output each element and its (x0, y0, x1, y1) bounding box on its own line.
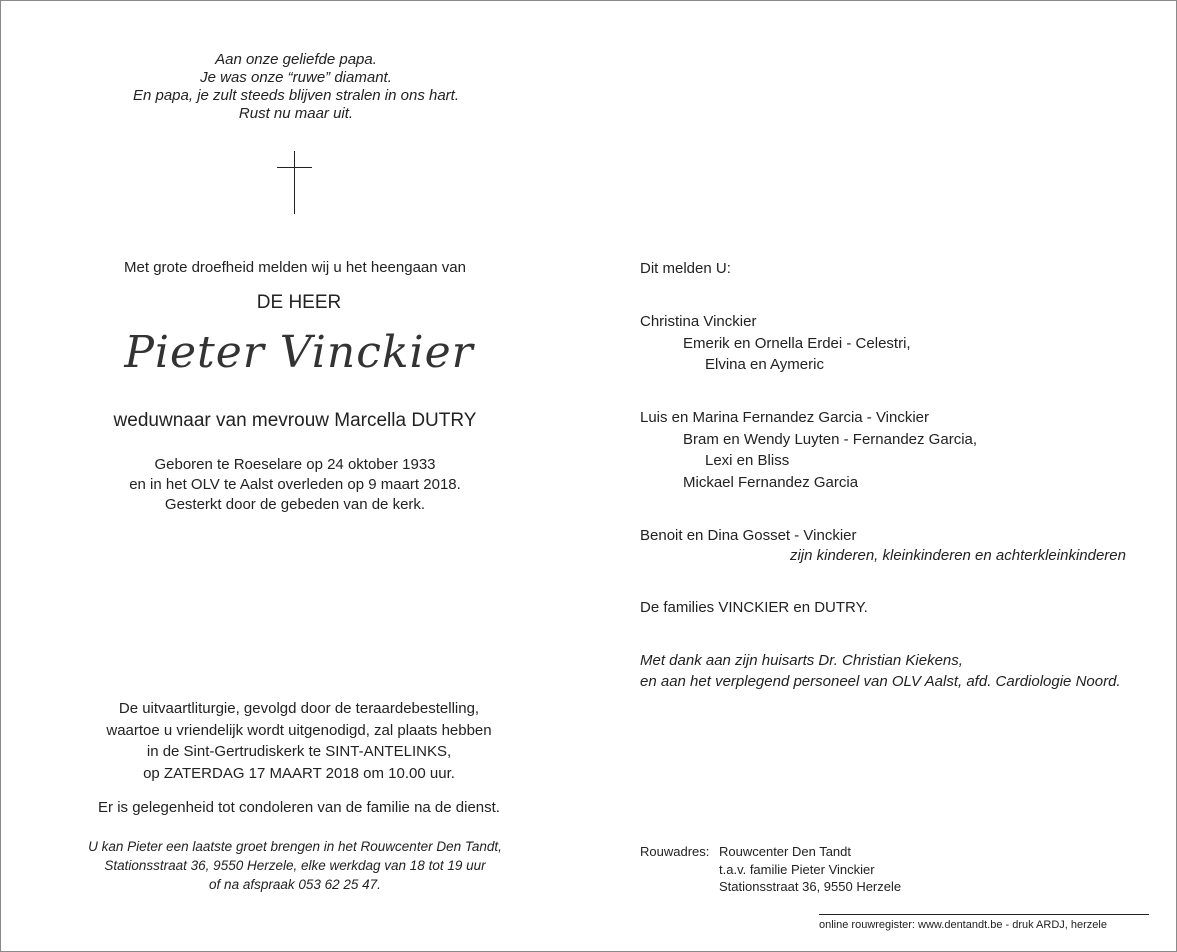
poem-line: En papa, je zult steeds blijven stralen in ons hart. (132, 87, 460, 104)
footer-divider (819, 914, 1149, 915)
family-head: Luis en Marina Fernandez Garcia - Vinckier (640, 409, 930, 426)
rouwadres-line: t.a.v. familie Pieter Vinckier (719, 861, 875, 877)
family-group-1 (640, 311, 911, 376)
family-head: Benoit en Dina Gosset - Vinckier (640, 527, 857, 544)
condolence-info: Er is gelegenheid tot condoleren van de familie na de dienst. (98, 799, 500, 816)
info-line: en in het OLV te Aalst overleden op 9 maart 2018. (129, 476, 461, 493)
rouwadres-line: Rouwcenter Den Tandt (719, 844, 852, 859)
footer: online rouwregister: www.dentandt.be - druk ARDJ, herzele (819, 919, 1107, 931)
family-line: Elvina en Aymeric (705, 356, 824, 373)
thanks-line: Met dank aan zijn huisarts Dr. Christian Kiekens, (640, 652, 963, 669)
birth-death-info (61, 455, 529, 515)
family-line: Mickael Fernandez Garcia (683, 473, 859, 491)
family-line: Lexi en Bliss (705, 452, 790, 469)
family-line: Bram en Wendy Luyten - Fernandez Garcia, (683, 430, 978, 448)
dit-melden: Dit melden U: (640, 260, 731, 277)
poem-line: Rust nu maar uit. (238, 105, 354, 122)
family-line: Emerik en Ornella Erdei - Celestri, (683, 334, 911, 352)
liturgy-line: De uitvaartliturgie, gevolgd door de teraardebestelling, (118, 700, 480, 717)
family-group-2 (640, 407, 977, 493)
announcement: Met grote droefheid melden wij u het heengaan van (124, 259, 466, 276)
visit-line: U kan Pieter een laatste groet brengen in het Rouwcenter Den Tandt, (88, 839, 502, 854)
families-line: De families VINCKIER en DUTRY. (640, 599, 868, 616)
rouwadres-line: Stationsstraat 36, 9550 Herzele (719, 879, 902, 894)
deceased-name: Pieter Vinckier (124, 327, 474, 378)
widow-line: weduwnaar van mevrouw Marcella DUTRY (113, 410, 477, 431)
visit-line: Stationsstraat 36, 9550 Herzele, elke werkdag van 18 tot 19 uur (104, 858, 486, 873)
kids-line: zijn kinderen, kleinkinderen en achterkleinkinderen (789, 547, 1126, 564)
liturgy-line: in de Sint-Gertrudiskerk te SINT-ANTELINKS, (146, 743, 452, 760)
info-line: Gesterkt door de gebeden van de kerk. (164, 496, 426, 513)
thanks (640, 650, 1121, 692)
liturgy-info (61, 698, 537, 784)
liturgy-line: op ZATERDAG 17 MAART 2018 om 10.00 uur. (143, 764, 455, 782)
poem-line: Aan onze geliefde papa. (215, 51, 377, 68)
poem-line: Je was onze “ruwe” diamant. (200, 69, 392, 86)
visit-info (61, 837, 529, 894)
title: DE HEER (256, 292, 342, 313)
rouwadres-label: Rouwadres: (640, 844, 710, 859)
info-line: Geboren te Roeselare op 24 oktober 1933 (154, 456, 436, 473)
poem (61, 51, 531, 123)
cross-icon-bar (277, 167, 312, 168)
cross-icon (294, 151, 295, 214)
family-group-3 (640, 525, 857, 547)
visit-line: of na afspraak 053 62 25 47. (209, 877, 381, 892)
family-head: Christina Vinckier (640, 313, 757, 330)
thanks-line: en aan het verplegend personeel van OLV Aalst, afd. Cardiologie Noord. (640, 673, 1121, 690)
liturgy-line: waartoe u vriendelijk wordt uitgenodigd, zal plaats hebben (106, 721, 492, 739)
rouwadres (640, 843, 901, 896)
